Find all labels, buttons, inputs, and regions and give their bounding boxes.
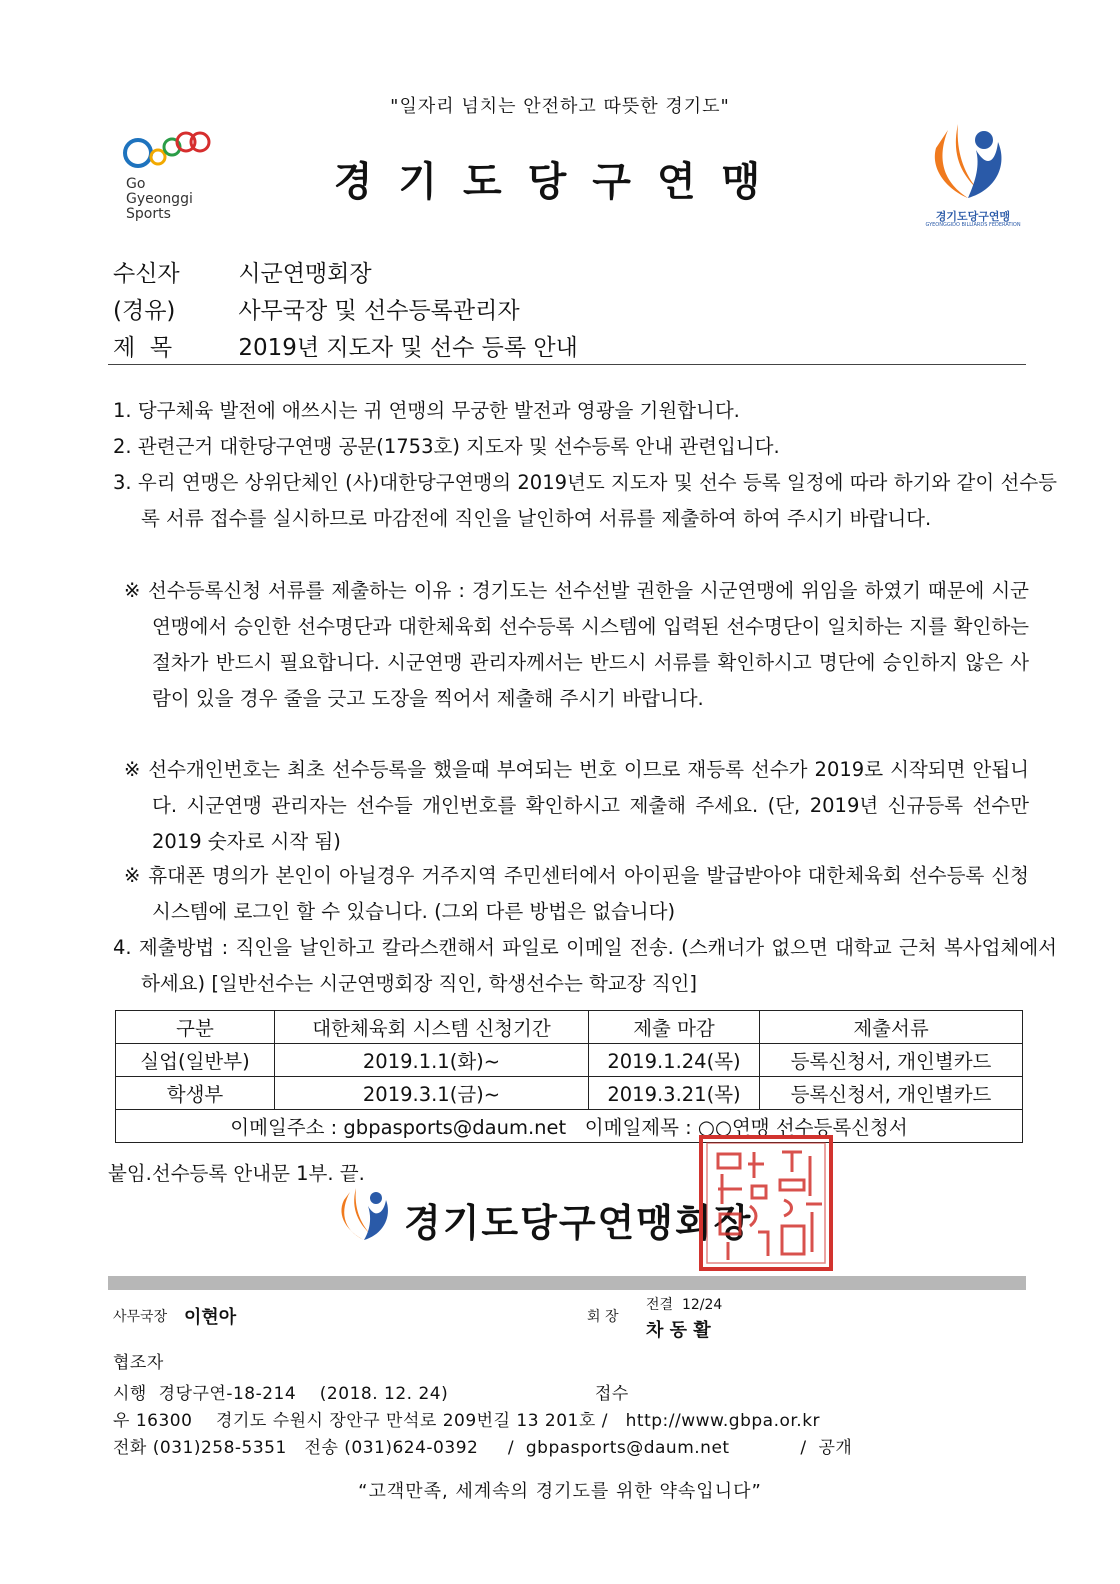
paragraph-2: 2. 관련근거 대한당구연맹 공문(1753호) 지도자 및 선수등록 안내 관련입니다. xyxy=(113,435,780,458)
secretary-label: 사무국장 xyxy=(113,1309,168,1325)
note-2: ※ 선수개인번호는 최초 선수등록을 했을때 부여되는 번호 이므로 재등록 선수가 2019로 시작되면 안됩니다. 시군연맹 관리자는 선수들 개인번호를 확인하시고 제출해 주세요. (단, 2019년 신규등록 선수만 2019 숫자로 시작 됨) xyxy=(124,758,1029,853)
table-cell: 학생부 xyxy=(116,1077,275,1110)
document-number-line: 시행 경당구연-18-214 (2018. 12. 24) xyxy=(113,1384,449,1404)
org-title: 경기도당구연맹 xyxy=(333,159,787,205)
chair-name: 차 동 활 xyxy=(646,1320,711,1341)
decision-note: 전결 12/24 xyxy=(646,1297,723,1313)
table-cell: 2019.3.1(금)~ xyxy=(275,1077,589,1110)
table-header-cell: 제출서류 xyxy=(760,1011,1023,1044)
federation-emblem-icon xyxy=(336,1186,394,1244)
federation-logo-subcaption: GYEONGGIDO BILLIARDS FEDERATION xyxy=(925,222,1021,228)
subject-label: 제 목 xyxy=(113,335,173,361)
table-footer-row xyxy=(116,1110,1023,1143)
subject-value: 2019년 지도자 및 선수 등록 안내 xyxy=(238,335,578,361)
table-header-row xyxy=(116,1011,1023,1044)
table-header-cell: 구분 xyxy=(116,1011,275,1044)
header-divider xyxy=(108,364,1026,365)
table-cell: 등록신청서, 개인별카드 xyxy=(760,1077,1023,1110)
flame-emblem-icon xyxy=(918,120,1028,208)
divider-bar xyxy=(108,1276,1026,1290)
registration-schedule-table xyxy=(115,1010,1023,1143)
official-seal-icon xyxy=(698,1134,834,1272)
federation-logo-caption: 경기도당구연맹 xyxy=(935,210,1011,223)
signatory-title: 경기도당구연맹회장 xyxy=(404,1201,753,1245)
recipient-row xyxy=(113,255,372,288)
table-cell: 2019.1.24(목) xyxy=(589,1044,760,1077)
table-header-cell: 제출 마감 xyxy=(589,1011,760,1044)
via-label: (경유) xyxy=(113,298,176,324)
contact-line: 전화 (031)258-5351 전송 (031)624-0392 / gbpasports@daum.net / 공개 xyxy=(113,1438,853,1458)
table-header-cell: 대한체육회 시스템 신청기간 xyxy=(275,1011,589,1044)
table-row xyxy=(116,1077,1023,1110)
secretary-name: 이현아 xyxy=(184,1307,237,1328)
table-cell: 2019.3.21(목) xyxy=(589,1077,760,1110)
via-value: 사무국장 및 선수등록관리자 xyxy=(238,298,520,324)
slogan: "일자리 넘치는 안전하고 따뜻한 경기도" xyxy=(390,96,730,117)
email-info-cell: 이메일주소 : gbpasports@daum.net 이메일제목 : ○○연맹 선수등록신청서 xyxy=(116,1110,1023,1143)
paragraph-1: 1. 당구체육 발전에 애쓰시는 귀 연맹의 무궁한 발전과 영광을 기원합니다. xyxy=(113,399,740,422)
subject-row xyxy=(113,329,578,362)
note-1: ※ 선수등록신청 서류를 제출하는 이유 : 경기도는 선수선발 권한을 시군연맹에 위임을 하였기 때문에 시군연맹에서 승인한 선수명단과 대한체육회 선수등록 시스템에 입력된 선수명단이 일치하는 지를 확인하는 절차가 반드시 필요합니다. 시군연맹 관리자께서는 반드시 서류를 확인하시고 명단에 승인하지 않은 사람이 있을 경우 줄을 긋고 도장을 찍어서 제출해 주시기 바랍니다. xyxy=(124,579,1029,710)
via-row xyxy=(113,292,520,325)
note-3: ※ 휴대폰 명의가 본인이 아닐경우 거주지역 주민센터에서 아이핀을 발급받아야 대한체육회 선수등록 신청 시스템에 로그인 할 수 있습니다. (그외 다른 방법은 없습니다) xyxy=(124,864,1029,923)
attachment-line: 붙임.선수등록 안내문 1부. 끝. xyxy=(108,1162,365,1185)
chair-label: 회 장 xyxy=(587,1309,619,1325)
logo-text-gyeonggi: Gyeonggi xyxy=(126,191,193,207)
table-cell: 실업(일반부) xyxy=(116,1044,275,1077)
logo-text-go: Go xyxy=(126,176,146,192)
closing-slogan: “고객만족, 세계속의 경기도를 위한 약속입니다” xyxy=(358,1481,762,1502)
receipt-label: 접수 xyxy=(595,1384,629,1404)
table-cell: 등록신청서, 개인별카드 xyxy=(760,1044,1023,1077)
recipient-label: 수신자 xyxy=(113,261,180,287)
cooperator-line: 협조자 xyxy=(113,1353,164,1373)
address-line: 우 16300 경기도 수원시 장안구 만석로 209번길 13 201호 / http://www.gbpa.or.kr xyxy=(113,1411,821,1431)
paragraph-4: 4. 제출방법 : 직인을 날인하고 칼라스캔해서 파일로 이메일 전송. (스캐너가 없으면 대학교 근처 복사업체에서 하세요) [일반선수는 시군연맹회장 직인, 학생선수는 학교장 직인] xyxy=(113,936,1057,995)
table-cell: 2019.1.1(화)~ xyxy=(275,1044,589,1077)
paragraph-3: 3. 우리 연맹은 상위단체인 (사)대한당구연맹의 2019년도 지도자 및 선수 등록 일정에 따라 하기와 같이 선수등록 서류 접수를 실시하므로 마감전에 직인을 날인하여 서류를 제출하여 하여 주시기 바랍니다. xyxy=(113,471,1057,530)
table-row xyxy=(116,1044,1023,1077)
recipient-value: 시군연맹회장 xyxy=(238,261,372,287)
logo-text-sports: Sports xyxy=(126,206,171,222)
federation-logo xyxy=(918,120,1038,235)
